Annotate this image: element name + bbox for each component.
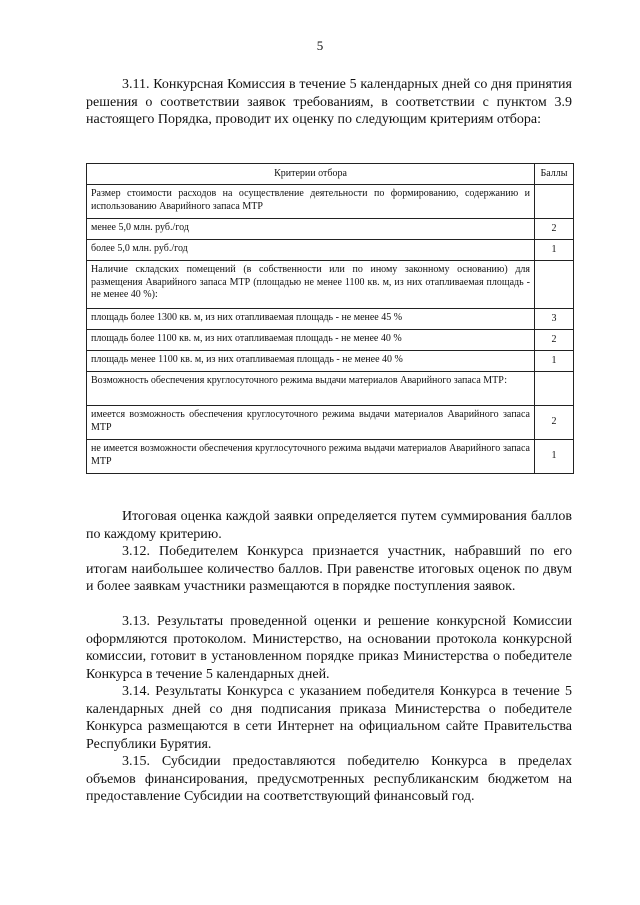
table-row — [87, 185, 574, 219]
score-cell: 1 — [535, 440, 574, 474]
criteria-cell: не имеется возможности обеспечения круглосуточного режима выдачи материалов Аварийного запаса МТР — [87, 440, 535, 474]
header-criteria: Критерии отбора — [87, 164, 535, 185]
table-row — [87, 240, 574, 261]
table-row — [87, 406, 574, 440]
criteria-cell: менее 5,0 млн. руб./год — [87, 219, 535, 240]
paragraph-3-11: 3.11. Конкурсная Комиссия в течение 5 календарных дней со дня принятия решения о соответствии заявок требованиям, в соответствии с пунктом 3.9 настоящего Порядка, проводит их оценку по следующим критериям отбора: — [86, 77, 572, 127]
page-number: 5 — [316, 38, 324, 53]
table-row — [87, 440, 574, 474]
table-row — [87, 330, 574, 351]
paragraph-3-14: 3.14. Результаты Конкурса с указанием победителя Конкурса в течение 5 календарных дней со дня подписания приказа Министерства о победителе Конкурса размещаются в сети Интернет на официальном сайте Правительства Республики Бурятия. — [86, 684, 572, 752]
table-row — [87, 219, 574, 240]
paragraph-3-15: 3.15. Субсидии предоставляются победителю Конкурса в пределах объемов финансирования, предусмотренных республиканским бюджетом на предоставление Субсидии на соответствующий финансовый год. — [86, 754, 572, 804]
paragraph-total-score: Итоговая оценка каждой заявки определяется путем суммирования баллов по каждому критерию. — [86, 509, 572, 542]
score-cell: 1 — [535, 351, 574, 372]
score-cell — [535, 185, 574, 219]
score-cell: 2 — [535, 330, 574, 351]
header-score: Баллы — [535, 164, 574, 185]
criteria-cell: площадь более 1100 кв. м, из них отапливаемая площадь - не менее 40 % — [87, 330, 535, 351]
criteria-cell: площадь менее 1100 кв. м, из них отапливаемая площадь - не менее 40 % — [87, 351, 535, 372]
criteria-cell: Размер стоимости расходов на осуществление деятельности по формированию, содержанию и использованию Аварийного запаса МТР — [87, 185, 535, 219]
table-row — [87, 372, 574, 406]
score-cell — [535, 261, 574, 309]
criteria-cell: площадь более 1300 кв. м, из них отапливаемая площадь - не менее 45 % — [87, 309, 535, 330]
paragraph-3-12: 3.12. Победителем Конкурса признается участник, набравший по его итогам наибольшее количество баллов. При равенстве итоговых оценок по двум и более заявкам участники размещаются в порядке поступления заявок. — [86, 544, 572, 594]
score-cell: 2 — [535, 406, 574, 440]
table-row — [87, 351, 574, 372]
paragraph-3-13: 3.13. Результаты проведенной оценки и решение конкурсной Комиссии оформляются протоколом. Министерство, на основании протокола конкурсной комиссии, готовит в установленном порядке приказ Министерства о победителе Конкурса в течение 5 календарных дней. — [86, 614, 572, 682]
score-cell — [535, 372, 574, 406]
criteria-cell: Наличие складских помещений (в собственности или по иному законному основанию) для размещения Аварийного запаса МТР (площадью не менее 1100 кв. м, из них отапливаемая площадь - не менее 40 %): — [87, 261, 535, 309]
table-header-row — [87, 164, 574, 185]
criteria-cell: имеется возможность обеспечения круглосуточного режима выдачи материалов Аварийного запаса МТР — [87, 406, 535, 440]
table-row — [87, 309, 574, 330]
criteria-cell: Возможность обеспечения круглосуточного режима выдачи материалов Аварийного запаса МТР: — [87, 372, 535, 406]
criteria-cell: более 5,0 млн. руб./год — [87, 240, 535, 261]
table-row — [87, 261, 574, 309]
criteria-table — [86, 163, 574, 474]
score-cell: 3 — [535, 309, 574, 330]
score-cell: 2 — [535, 219, 574, 240]
score-cell: 1 — [535, 240, 574, 261]
